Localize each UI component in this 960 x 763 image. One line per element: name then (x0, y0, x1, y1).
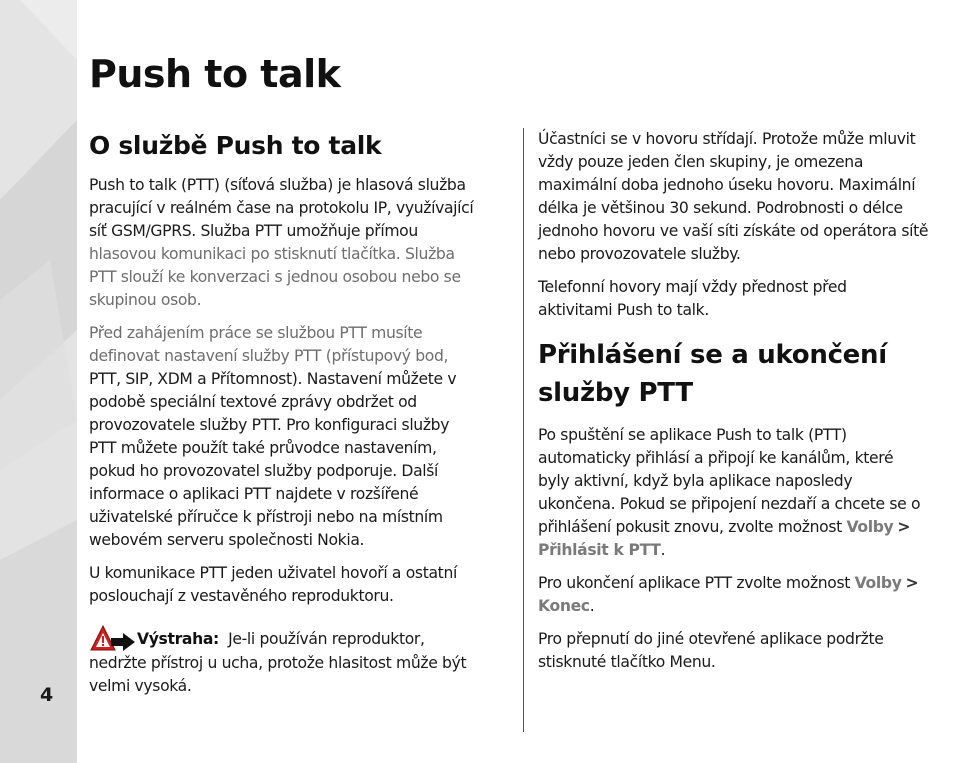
text-line: síť GSM/GPRS. Služba PTT umožňuje přímou (89, 222, 418, 240)
text-line: U komunikace PTT jeden uživatel hovoří a ostatní (89, 564, 457, 582)
text-line: přihlášení pokusit znovu, zvolte možnost (538, 518, 842, 536)
text-line: Před zahájením práce se službou PTT musíte (89, 324, 423, 342)
text-line: pracující v reálném čase na protokolu IP, využívající (89, 199, 474, 217)
text-line: jednoho hovoru ve vaší síti získáte od operátora sítě (538, 222, 929, 240)
settings-paragraph (89, 322, 514, 552)
page-title: Push to talk (89, 52, 341, 96)
page-sidebar (0, 0, 77, 763)
right-column (538, 128, 960, 684)
column-divider (523, 128, 524, 732)
sentence-end: . (589, 597, 595, 615)
text-line: aktivitami Push to talk. (538, 301, 709, 319)
text-line: hlasovou komunikaci po stisknutí tlačítka. Služba (89, 245, 455, 263)
speaker-paragraph (89, 562, 514, 608)
text-line: poslouchají z vestavěného reproduktoru. (89, 587, 394, 605)
text-line: nebo provozovatele služby. (538, 245, 741, 263)
text-line: byly aktivní, když byla aplikace naposledy (538, 472, 853, 490)
text-line: maximální doba jednoho úseku hovoru. Maximální (538, 176, 916, 194)
text-line: podobě speciální textové zprávy obdržet od (89, 393, 417, 411)
login-paragraph (538, 424, 960, 562)
sidebar-background-pattern (0, 0, 77, 763)
section-heading-login (538, 336, 960, 412)
text-line: nedržte přístroj u ucha, protože hlasitost může být (89, 654, 467, 672)
text-line: Účastníci se v hovoru střídají. Protože může mluvit (538, 130, 916, 148)
text-line: webovém serveru společnosti Nokia. (89, 531, 365, 549)
text-line: PTT slouží ke konverzaci s jednou osobou nebo se (89, 268, 461, 286)
text-line: ukončena. Pokud se připojení nezdaří a chcete se o (538, 495, 921, 513)
text-line: PTT, SIP, XDM a Přítomnost). Nastavení můžete v (89, 370, 457, 388)
left-column (89, 128, 514, 708)
text-line: definovat nastavení služby PTT (přístupový bod, (89, 347, 449, 365)
turns-paragraph (538, 128, 960, 266)
text-line: Je-li používán reproduktor, (228, 630, 425, 648)
warning-note (89, 624, 514, 698)
text-line: délka je většinou 30 sekund. Podrobnosti o délce (538, 199, 903, 217)
menu-separator: > (905, 574, 919, 592)
menu-separator: > (897, 518, 911, 536)
intro-paragraph (89, 174, 514, 312)
text-line: Telefonní hovory mají vždy přednost před (538, 278, 847, 296)
section-heading-about: O službě Push to talk (89, 131, 382, 160)
heading-line: Přihlášení se a ukončení (538, 340, 887, 370)
text-line: skupinou osob. (89, 291, 202, 309)
text-line: pokud ho provozovatel služby podporuje. Další (89, 462, 439, 480)
text-line: vždy pouze jeden člen skupiny, je omezena (538, 153, 864, 171)
text-line: Push to talk (PTT) (síťová služba) je hlasová služba (89, 176, 466, 194)
text-line: uživatelské příručce k přístroji nebo na místním (89, 508, 443, 526)
text-line: informace o aplikaci PTT najdete v rozšířené (89, 485, 419, 503)
text-line: automaticky přihlásí a připojí ke kanálům, které (538, 449, 894, 467)
priority-paragraph (538, 276, 960, 322)
exit-paragraph (538, 572, 960, 618)
sentence-end: . (660, 541, 666, 559)
text-line: velmi vysoká. (89, 677, 192, 695)
menu-path-exit: Konec (538, 597, 590, 615)
text-line: stisknuté tlačítko Menu. (538, 653, 716, 671)
text-line: Pro ukončení aplikace PTT zvolte možnost (538, 574, 851, 592)
menu-path-options: Volby (854, 574, 902, 592)
warning-icon (89, 624, 137, 652)
heading-line: služby PTT (538, 378, 693, 408)
text-line: Pro přepnutí do jiné otevřené aplikace podržte (538, 630, 884, 648)
switch-paragraph (538, 628, 960, 674)
page-number: 4 (40, 684, 54, 706)
warning-label: Výstraha: (137, 630, 219, 648)
text-line: PTT můžete použít také průvodce nastavením, (89, 439, 437, 457)
text-line: provozovatele služby PTT. Pro konfiguraci služby (89, 416, 450, 434)
menu-path-login: Přihlásit k PTT (538, 541, 661, 559)
text-line: Po spuštění se aplikace Push to talk (PTT) (538, 426, 847, 444)
menu-path-options: Volby (846, 518, 894, 536)
